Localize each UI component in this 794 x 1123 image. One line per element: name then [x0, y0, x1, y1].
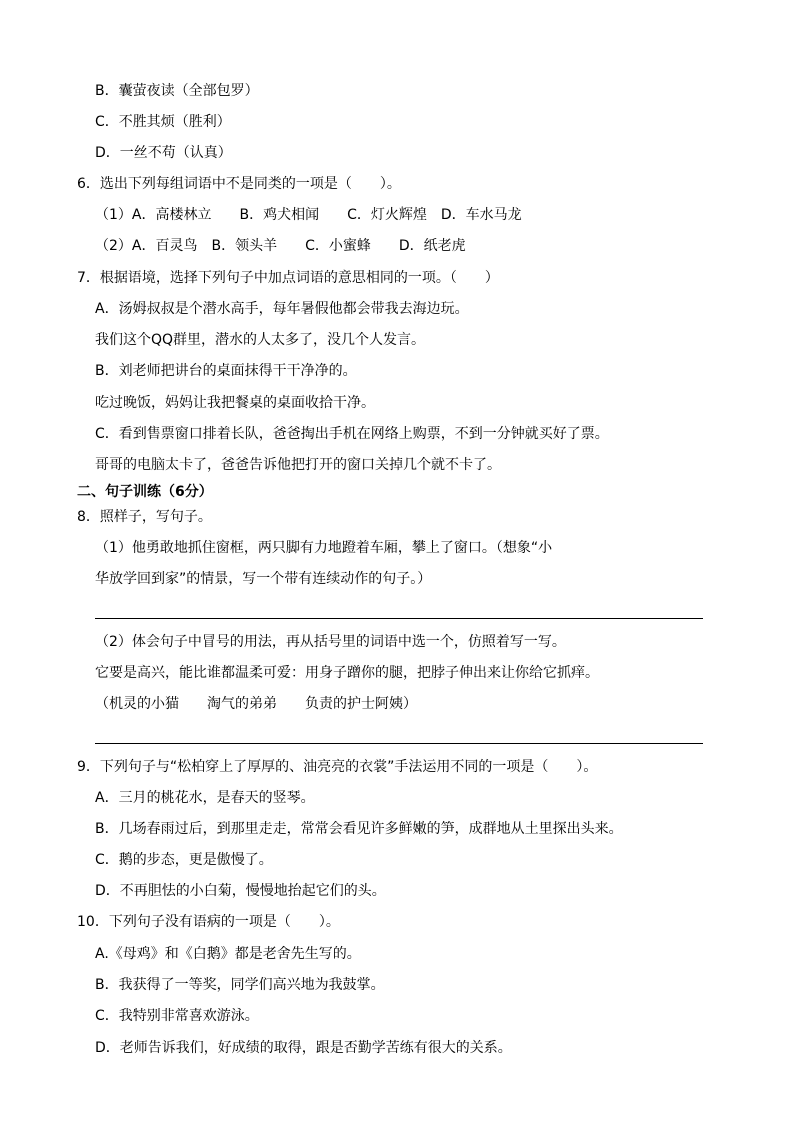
q10-option-b: B．我获得了一等奖，同学们高兴地为我鼓掌。 — [95, 977, 385, 993]
q7-option-a2: 我们这个QQ群里，潜水的人太多了，没几个人发言。 — [95, 332, 426, 348]
q8-part2: （2）体会句子中冒号的用法，再从括号里的词语中选一个，仿照着写一写。 — [95, 634, 566, 650]
answer-line[interactable] — [95, 618, 703, 619]
q9-option-b: B．几场春雨过后，到那里走走，常常会看见许多鲜嫩的笋，成群地从土里探出头来。 — [95, 821, 623, 837]
q10-option-d: D．老师告诉我们，好成绩的取得，跟是否勤学苦练有很大的关系。 — [95, 1040, 512, 1056]
answer-line[interactable] — [95, 743, 703, 744]
q6-group-2: （2）A．百灵鸟 B．领头羊 C．小蜜蜂 D．纸老虎 — [95, 238, 466, 254]
q7-option-a1: A．汤姆叔叔是个潜水高手，每年暑假他都会带我去海边玩。 — [95, 301, 469, 317]
q7-option-b2: 吃过晚饭，妈妈让我把餐桌的桌面收拾干净。 — [95, 395, 375, 411]
q5-option-c: C．不胜其烦（胜利） — [95, 114, 231, 130]
q10-option-c: C．我特别非常喜欢游泳。 — [95, 1008, 259, 1024]
q9-option-d: D．不再胆怯的小白菊，慢慢地抬起它们的头。 — [95, 883, 386, 899]
q6-group-1: （1）A．高楼林立 B．鸡犬相闻 C．灯火辉煌 D．车水马龙 — [95, 207, 522, 223]
q7-option-c1: C．看到售票窗口排着长队，爸爸掏出手机在网络上购票，不到一分钟就买好了票。 — [95, 426, 609, 442]
q6-stem: 6．选出下列每组词语中不是同类的一项是（ ）。 — [77, 176, 401, 192]
q8-stem: 8．照样子，写句子。 — [77, 509, 212, 525]
q9-option-c: C．鹅的步态，更是傲慢了。 — [95, 852, 273, 868]
q8-part1-line2: 华放学回到家”的情景，写一个带有连续动作的句子。） — [95, 571, 432, 587]
q8-part2-options: （机灵的小猫 淘气的弟弟 负责的护士阿姨） — [95, 696, 417, 712]
q10-option-a: A.《母鸡》和《白鹅》都是老舍先生写的。 — [95, 946, 361, 962]
q7-option-b1: B．刘老师把讲台的桌面抹得干干净净的。 — [95, 363, 357, 379]
q7-stem: 7．根据语境，选择下列句子中加点词语的意思相同的一项。（ ） — [77, 270, 499, 286]
q8-part2-example: 它要是高兴，能比谁都温柔可爱：用身子蹭你的腿，把脖子伸出来让你给它抓痒。 — [95, 665, 599, 681]
q5-option-b: B．囊萤夜读（全部包罗） — [95, 83, 259, 99]
q7-option-c2: 哥哥的电脑太卡了，爸爸告诉他把打开的窗口关掉几个就不卡了。 — [95, 457, 501, 473]
q8-part1-line1: （1）他勇敢地抓住窗框，两只脚有力地蹬着车厢，攀上了窗口。（想象“小 — [95, 540, 553, 556]
q10-stem: 10．下列句子没有语病的一项是（ ）。 — [77, 914, 340, 930]
section-heading: 二、句子训练（6分） — [77, 484, 213, 500]
q9-option-a: A．三月的桃花水，是春天的竖琴。 — [95, 790, 315, 806]
q5-option-d: D．一丝不苟（认真） — [95, 145, 232, 161]
q9-stem: 9．下列句子与“松柏穿上了厚厚的、油亮亮的衣裳”手法运用不同的一项是（ ）。 — [77, 759, 598, 775]
